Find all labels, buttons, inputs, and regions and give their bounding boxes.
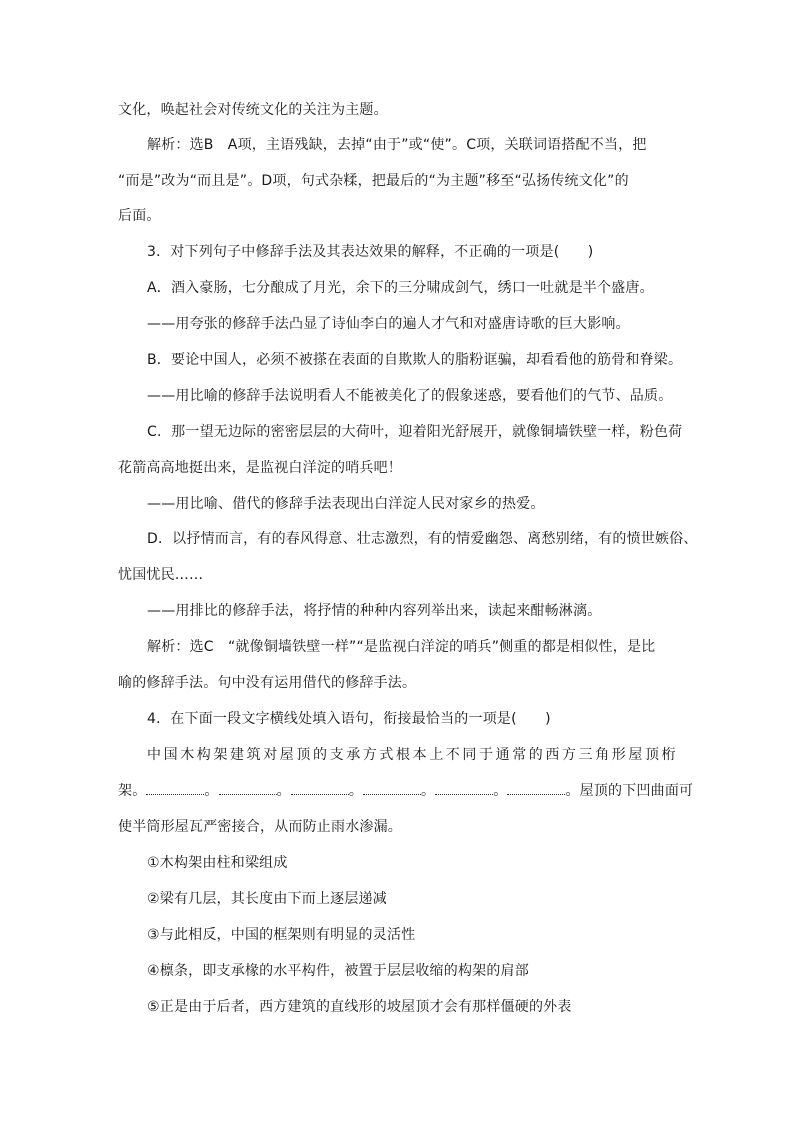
passage-text: 架。: [118, 783, 147, 799]
blank-2: [219, 782, 277, 795]
text-line: 解析：选B A项，主语残缺，去掉“由于”或“使”。C项，关联词语搭配不当，把: [147, 137, 647, 153]
analysis-3: 解析：选C “就像铜墙铁壁一样”“是监视白洋淀的哨兵”侧重的都是相似性，是比: [147, 639, 656, 655]
blank-sep: 。: [276, 783, 291, 799]
blank-4: [363, 782, 421, 795]
blank-sep: 。: [493, 783, 508, 799]
sentence-5: ⑤正是由于后者，西方建筑的直线形的坡屋顶才会有那样僵硬的外表: [147, 999, 572, 1015]
blank-5: [435, 782, 493, 795]
option-a-explanation: ——用夸张的修辞手法凸显了诗仙李白的遍人才气和对盛唐诗歌的巨大影响。: [147, 316, 630, 332]
option-d-cont: 忧国忧民……: [118, 567, 204, 583]
passage-text: 屋顶的下凹曲面可: [579, 783, 694, 799]
blank-3: [291, 782, 349, 795]
sentence-4: ④檩条，即支承椽的水平构件，被置于层层收缩的构架的肩部: [147, 963, 529, 979]
question-3-stem: 3．对下列句子中修辞手法及其表达效果的解释，不正确的一项是( ): [147, 244, 594, 260]
blank-sep: 。: [348, 783, 364, 799]
sentence-2: ②梁有几层，其长度由下而上逐层递减: [147, 891, 387, 907]
question-4-stem: 4．在下面一段文字横线处填入语句，衔接最恰当的一项是( ): [147, 711, 551, 727]
option-d: D．以抒情而言，有的春风得意、壮志激烈，有的情爱幽怨、离愁别绪，有的愤世嫉俗、: [147, 531, 698, 547]
analysis-3-cont: 喻的修辞手法。句中没有运用借代的修辞手法。: [118, 675, 417, 691]
blank-1: [146, 782, 204, 795]
passage-line: 使半筒形屋瓦严密接合，从而防止雨水渗漏。: [118, 819, 402, 835]
option-c: C．那一望无边际的密密层层的大荷叶，迎着阳光舒展开，就像铜墙铁壁一样，粉色荷: [147, 424, 683, 440]
blank-sep: 。: [565, 783, 580, 799]
option-b: B．要论中国人，必须不被搽在表面的自欺欺人的脂粉诓骗，却看看他的筋骨和脊梁。: [147, 352, 683, 368]
option-c-cont: 花箭高高地挺出来，是监视白洋淀的哨兵吧！: [118, 460, 402, 476]
option-b-explanation: ——用比喻的修辞手法说明看人不能被美化了的假象迷惑，要看他们的气节、品质。: [147, 388, 673, 404]
sentence-1: ①木构架由柱和梁组成: [147, 855, 288, 871]
text-line: 后面。: [118, 208, 161, 224]
text-line: “而是”改为“而且是”。D项，句式杂糅，把最后的“为主题”移至“弘扬传统文化”的: [118, 173, 629, 189]
passage-line: 中国木构架建筑对屋顶的支承方式根本上不同于通常的西方三角形屋顶桁: [147, 747, 679, 763]
passage-line-blanks: [118, 782, 693, 800]
text-line: 文化，唤起社会对传统文化的关注为主题。: [118, 102, 388, 118]
option-a: A．酒入豪肠，七分酿成了月光，余下的三分啸成剑气，绣口一吐就是半个盛唐。: [147, 280, 654, 296]
blank-sep: 。: [204, 783, 219, 799]
blank-6: [507, 782, 565, 795]
option-c-explanation: ——用比喻、借代的修辞手法表现出白洋淀人民对家乡的热爱。: [147, 496, 545, 512]
option-d-explanation: ——用排比的修辞手法，将抒情的种种内容列举出来，读起来酣畅淋漓。: [147, 603, 602, 619]
blank-sep: 。: [421, 783, 436, 799]
sentence-3: ③与此相反，中国的框架则有明显的灵活性: [147, 927, 416, 943]
